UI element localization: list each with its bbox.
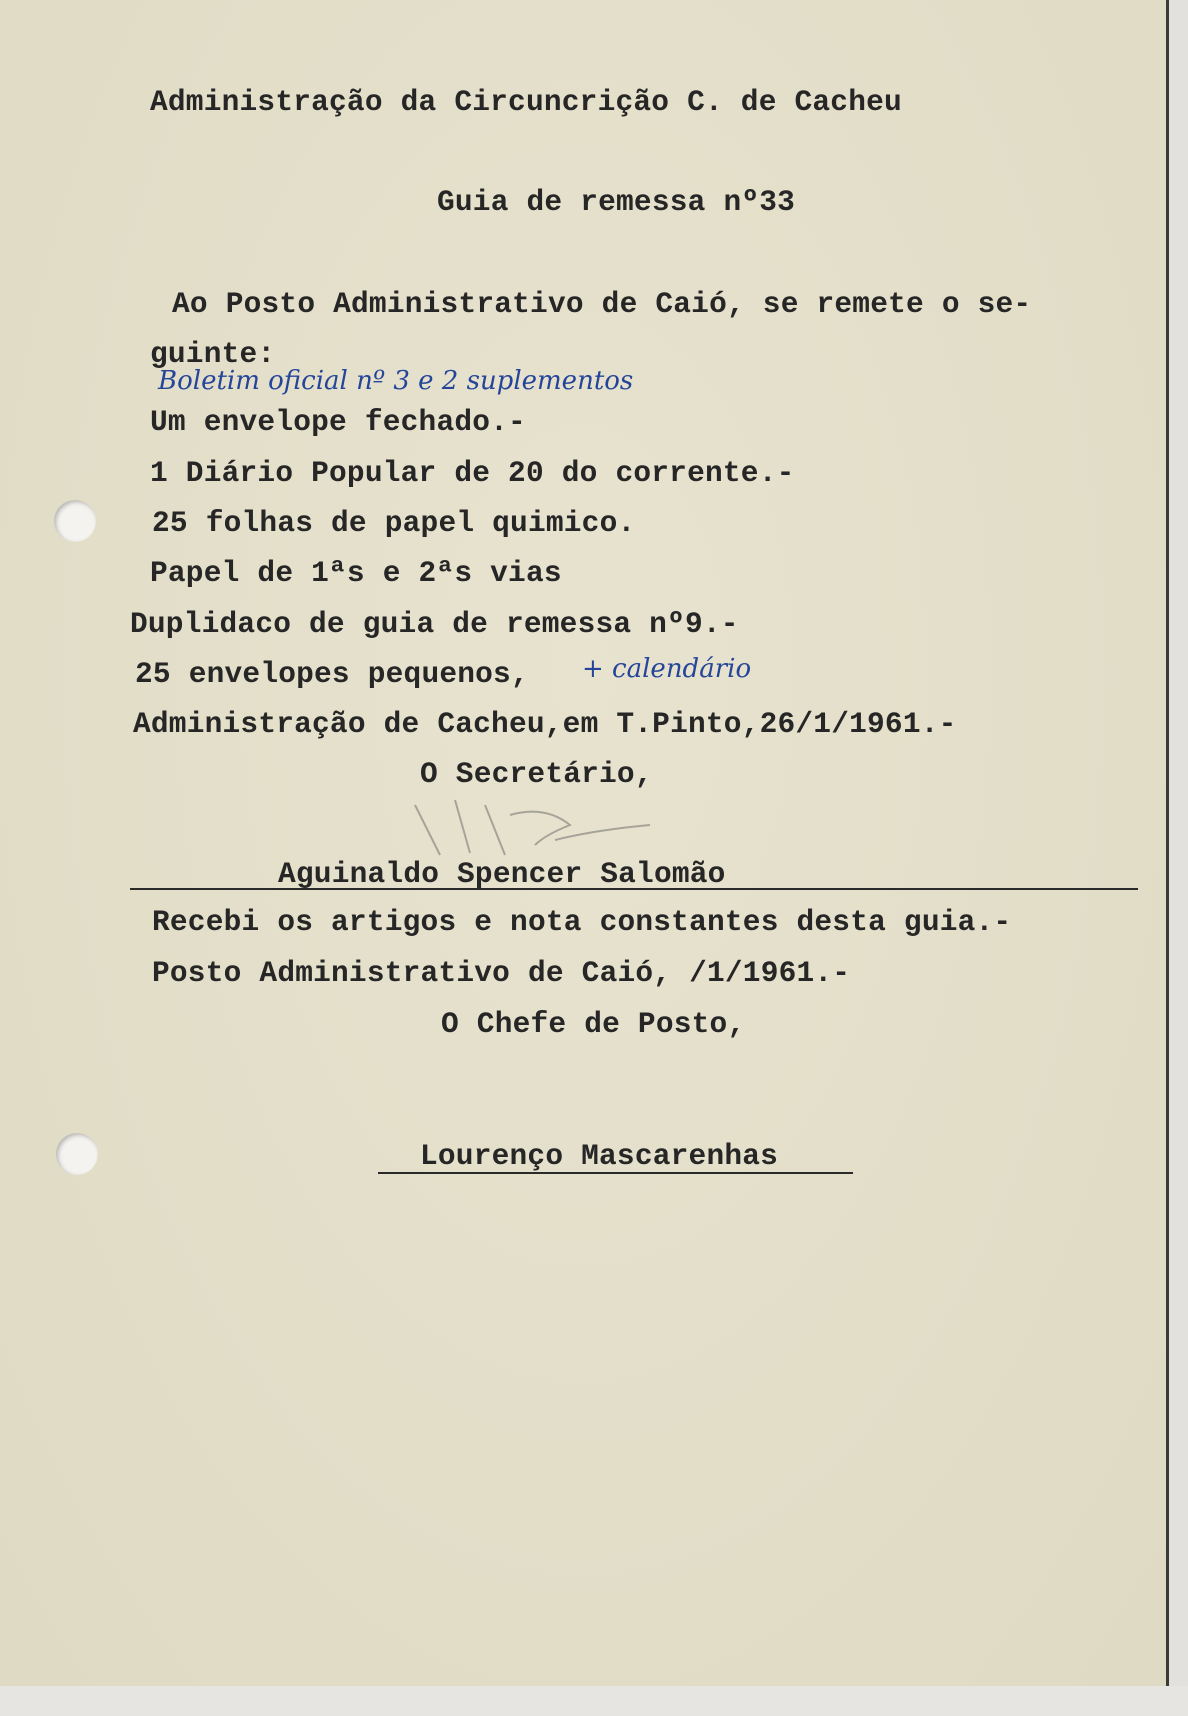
place-date-line: Administração de Cacheu,em T.Pinto,26/1/1961.- xyxy=(133,707,957,741)
item-5: Duplidaco de guia de remessa nº9.- xyxy=(130,607,739,641)
secretary-role: O Secretário, xyxy=(420,757,653,791)
punch-hole-bottom xyxy=(56,1133,98,1175)
divider-rule xyxy=(130,888,1138,890)
header-administration: Administração da Circuncrição C. de Cacheu xyxy=(150,85,902,119)
handwritten-addition: + calendário xyxy=(582,654,752,684)
item-6: 25 envelopes pequenos, xyxy=(135,657,529,691)
intro-line-1: Ao Posto Administrativo de Caió, se remete o se- xyxy=(172,287,1032,321)
chief-role: O Chefe de Posto, xyxy=(441,1007,746,1041)
item-4: Papel de 1ªs e 2ªs vias xyxy=(150,556,562,590)
chief-name: Lourenço Mascarenhas xyxy=(420,1139,779,1173)
secretary-name: Aguinaldo Spencer Salomão xyxy=(278,857,726,891)
document-title: Guia de remessa nº33 xyxy=(437,185,796,219)
chief-signature-rule xyxy=(378,1172,853,1174)
handwritten-insert: Boletim oficial nº 3 e 2 suplementos xyxy=(158,366,634,396)
item-3: 25 folhas de papel quimico. xyxy=(152,506,636,540)
punch-hole-top xyxy=(54,500,96,542)
scan-border-right xyxy=(1169,0,1188,1716)
intro-line-2: guinte: xyxy=(150,337,276,371)
item-2: 1 Diário Popular de 20 do corrente.- xyxy=(150,456,795,490)
signature-secretary xyxy=(395,785,665,860)
receipt-line-1: Recebi os artigos e nota constantes desta guia.- xyxy=(152,905,1012,939)
receipt-line-2: Posto Administrativo de Caió, /1/1961.- xyxy=(152,956,851,990)
item-1: Um envelope fechado.- xyxy=(150,405,526,439)
scan-border-bottom xyxy=(0,1686,1188,1716)
